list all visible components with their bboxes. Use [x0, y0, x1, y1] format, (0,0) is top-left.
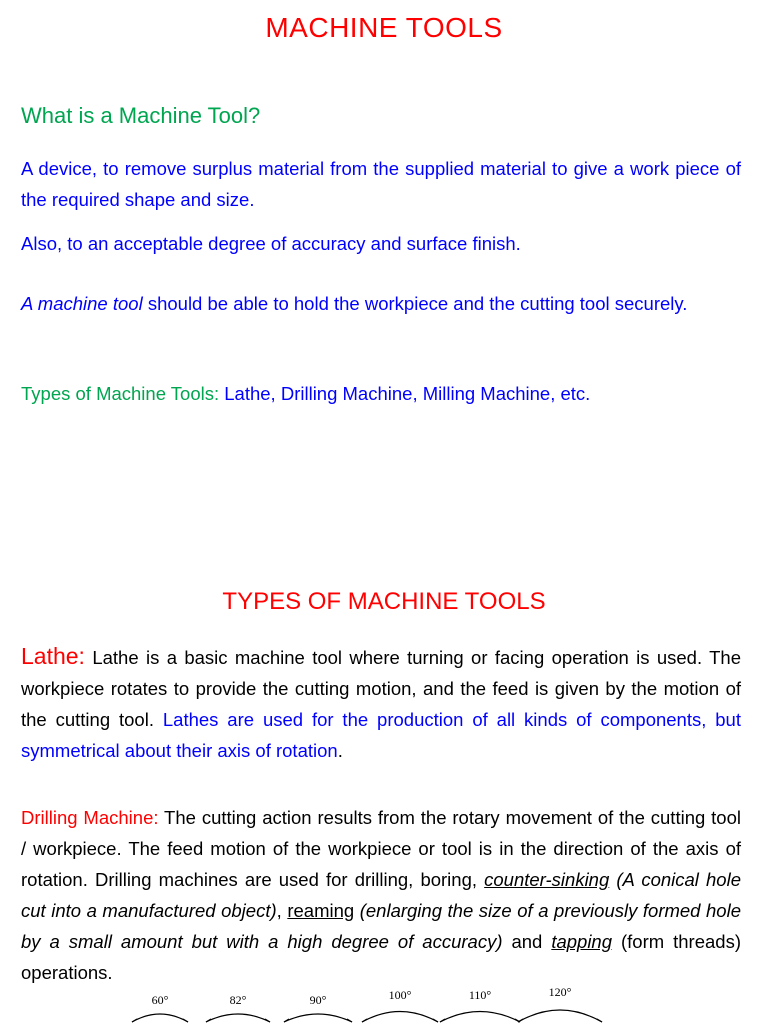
angle-label: 100° [388, 988, 412, 1002]
angle-arrowheads [284, 1019, 352, 1022]
angle-arc [362, 1012, 438, 1023]
tapping-desc: (form threads) operations. [21, 931, 741, 983]
machine-tool-term: A machine tool [21, 293, 143, 314]
lathe-description: Lathe is a basic machine tool where turning or facing operation is used. The workpiece rotates to provide the cutting motion, and the feed is given by the motion of the cutting tool. [21, 647, 741, 730]
angle-arrowheads [362, 1019, 438, 1022]
drilling-description: The cutting action results from the rotary movement of the cutting tool / workpiece. The feed motion of the workpiece or tool is in the direction of the axis of rotation. Drilling machines are used for drilling, boring, [21, 807, 741, 890]
angle-arrowheads [440, 1019, 520, 1022]
question-heading: What is a Machine Tool? [21, 103, 261, 128]
page-title: MACHINE TOOLS [265, 12, 503, 43]
angle-arc [132, 1014, 188, 1022]
angle-arrowheads [206, 1019, 270, 1022]
definition-paragraph-1: A device, to remove surplus material from the supplied material to give a work piece of the required shape and size. [21, 158, 741, 210]
lathe-label: Lathe: [21, 643, 85, 669]
angle-label: 82° [229, 993, 247, 1007]
angle-arrowheads [132, 1019, 188, 1022]
angle-arc [518, 1010, 602, 1022]
types-line [21, 378, 741, 409]
angle-arc [440, 1012, 520, 1023]
definition-paragraph-2: Also, to an acceptable degree of accuracy and surface finish. [21, 233, 521, 254]
lathe-usage: Lathes are used for the production of all kinds of components, but symmetrical about their axis of rotation [21, 709, 741, 761]
types-label: Types of Machine Tools: [21, 383, 225, 404]
countersink-angles-figure [0, 984, 768, 1024]
drilling-paragraph [21, 802, 741, 988]
definition-paragraph-3 [21, 290, 741, 318]
drilling-and: and [502, 931, 552, 952]
angle-label: 110° [468, 988, 492, 1002]
tapping-term: tapping [551, 931, 613, 952]
definition-paragraph-3-text: should be able to hold the workpiece and the cutting tool securely. [142, 293, 688, 314]
angle-arc [284, 1014, 352, 1022]
section-title: TYPES OF MACHINE TOOLS [222, 588, 546, 615]
angle-arc [206, 1014, 270, 1022]
angles-svg [0, 984, 768, 1024]
types-list: Lathe, Drilling Machine, Milling Machine, etc. [224, 383, 591, 404]
drilling-label: Drilling Machine: [21, 807, 159, 828]
drilling-comma: , [276, 900, 288, 921]
reaming-desc: (enlarging the size of a previously formed hole by a small amount but with a high degree of accuracy) [21, 900, 741, 952]
countersinking-desc: (A conical hole cut into a manufactured object) [21, 869, 741, 921]
angle-label: 60° [151, 993, 169, 1007]
lathe-paragraph [21, 641, 741, 766]
lathe-end: . [337, 740, 343, 761]
angle-arrowheads [518, 1019, 602, 1022]
angle-label: 120° [548, 985, 572, 999]
reaming-term: reaming [287, 900, 355, 921]
angle-label: 90° [309, 993, 327, 1007]
countersinking-term: counter-sinking [484, 869, 610, 890]
